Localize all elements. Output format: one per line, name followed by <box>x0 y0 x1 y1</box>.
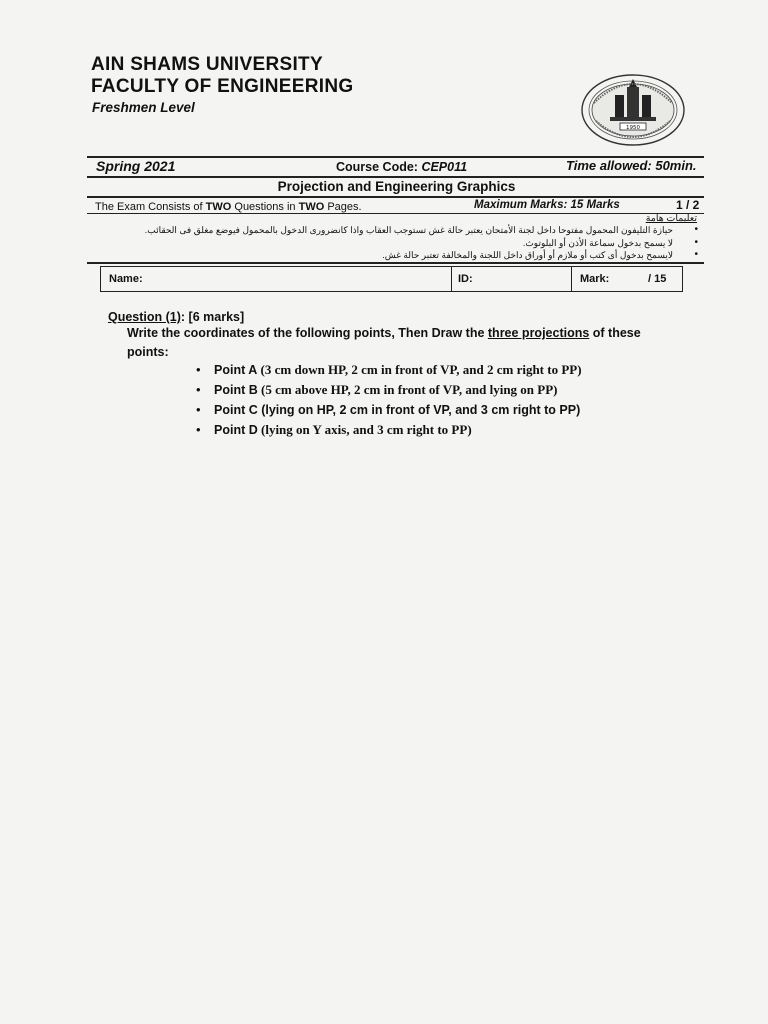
bullet-icon: • <box>694 224 698 235</box>
point-item: • Point B (5 cm above HP, 2 cm in front of VP, and lying on PP) <box>196 380 582 400</box>
instruction-item: • لايسمح بدخول أى كتب أو ملازم أو أوراق داخل اللجنة والمخالفة تعتبر حالة غش. <box>382 249 698 260</box>
header-rule-bottom <box>87 262 704 264</box>
question-1-title <box>108 310 244 324</box>
course-code-label: Course Code: <box>336 160 418 174</box>
time-allowed: Time allowed: 50min. <box>566 158 697 173</box>
university-header <box>91 54 353 98</box>
mark-label: Mark: <box>580 273 610 285</box>
mark-total: / 15 <box>648 273 667 285</box>
instruction-item: • لا يسمح بدخول سماعة الأذن أو البلوتوث. <box>522 236 698 248</box>
question-1-label: Question (1) <box>108 310 181 324</box>
header-rule-2 <box>87 176 704 178</box>
instructions-heading: تعليمات هامة <box>645 213 697 224</box>
university-name: AIN SHAMS UNIVERSITY <box>91 54 323 75</box>
id-label: ID: <box>458 273 473 285</box>
point-item: • Point A (3 cm down HP, 2 cm in front of VP, and 2 cm right to PP) <box>196 360 582 380</box>
course-code <box>336 160 467 174</box>
exam-term: Spring 2021 <box>96 158 176 174</box>
page-number: 1 / 2 <box>676 198 700 212</box>
points-list <box>196 360 582 440</box>
bullet-icon: • <box>694 249 698 260</box>
course-title: Projection and Engineering Graphics <box>277 179 516 194</box>
maximum-marks: Maximum Marks: 15 Marks <box>474 199 620 211</box>
level-label: Freshmen Level <box>92 100 195 115</box>
point-item: • Point D (lying on Y axis, and 3 cm right to PP) <box>196 420 582 440</box>
point-item: • Point C (lying on HP, 2 cm in front of VP, and 3 cm right to PP) <box>196 400 582 420</box>
bullet-icon: • <box>694 236 698 248</box>
seal-year: 1950 <box>626 125 640 131</box>
student-info-box <box>100 266 683 292</box>
header-rule-4 <box>87 213 704 214</box>
university-seal-icon <box>580 73 686 147</box>
faculty-name: FACULTY OF ENGINEERING <box>91 76 354 97</box>
question-1-marks: : [6 marks] <box>180 310 245 324</box>
name-label: Name: <box>109 273 143 285</box>
header-rule-3 <box>87 196 704 198</box>
mark-cell <box>571 267 682 291</box>
question-1-text: Write the coordinates of the following points, Then Draw the three projections of these points: <box>127 326 641 359</box>
instructions-list <box>113 224 698 262</box>
instruction-item: • حيازة التليفون المحمول مفتوحا داخل لجنة الأمتحان يعتبر حالة غش تستوجب العقاب واذا كانضرورى الدخول بالمحمول فيوضع مغلق فى الحقائب. <box>144 224 698 235</box>
course-code-value: CEP011 <box>421 160 468 174</box>
exam-consists-note: The Exam Consists of TWO Questions in TWO Pages. <box>95 201 362 213</box>
id-cell <box>451 267 571 291</box>
